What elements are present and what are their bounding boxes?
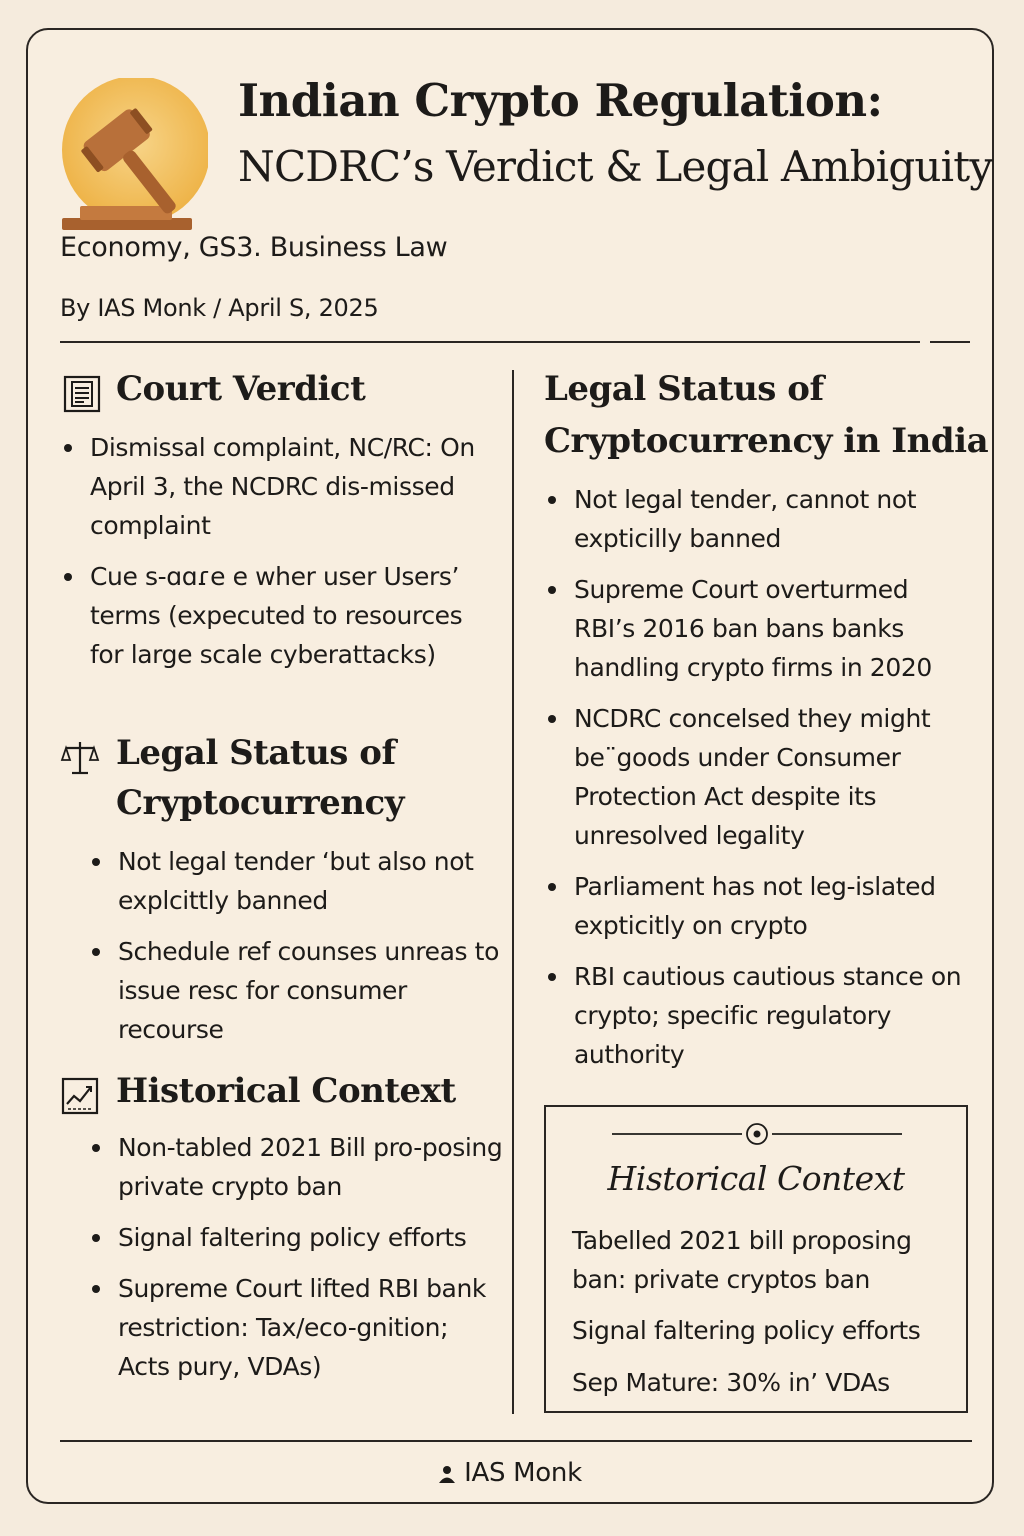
court-verdict-heading: Court Verdict [116,369,366,409]
list-item: Not legal tender, cannot not expticilly banned [544,480,964,558]
list-item: Supreme Court lifted RBI bank restriction: Tax/eco-gnition; Acts pury, VDAs) [88,1269,504,1386]
context-line: Tabelled 2021 bill proposing [572,1226,912,1255]
infographic-card [26,28,994,1504]
list-item: RBI cautious cautious stance on crypto; specific regulatory authority [544,957,964,1074]
list-item: Parliament has not leg-islated expticitly on crypto [544,867,964,945]
header-divider-end [930,341,970,343]
context-line: Sep Mature: 30% in’ VDAs [572,1368,890,1397]
historical-context-list [88,1128,504,1398]
context-line: Signal faltering policy efforts [572,1316,921,1345]
document-icon [62,374,102,414]
list-item: Supreme Court overturmed RBI’s 2016 ban bans banks handling crypto firms in 2020 [544,570,964,687]
list-item: Not legal tender ‘but also not explcittly banned [88,842,500,920]
header-divider [60,341,920,343]
legal-status-india-heading-line1: Legal Status of [544,369,824,409]
list-item: Signal faltering policy efforts [88,1218,504,1257]
page-title: Indian Crypto Regulation: [238,74,883,127]
legal-status-heading-line2: Cryptocurrency [116,783,404,823]
list-item: NCDRC concelsed they might be¨goods under Consumer Protection Act despite its unresolved legality [544,699,964,855]
chart-icon [60,1076,100,1116]
footer-divider [60,1440,972,1442]
person-icon [438,1464,456,1484]
page-subtitle: NCDRC’s Verdict & Legal Ambiguity [238,142,993,191]
context-box-title: Historical Context [607,1159,905,1198]
column-divider [512,370,514,1414]
footer [28,1458,992,1488]
list-item: Cue s-ɑɑɾe e wher user Users’ terms (expecuted to resources for large scale cyberattacks) [60,557,500,674]
byline: By IAS Monk / April S, 2025 [60,294,379,322]
historical-context-box [544,1105,968,1413]
list-item: Non-tabled 2021 Bill pro-posing private crypto ban [88,1128,504,1206]
context-line: ban: private cryptos ban [572,1265,870,1294]
legal-status-list [88,842,500,1061]
historical-context-heading: Historical Context [116,1071,456,1111]
court-verdict-list [60,428,500,686]
legal-status-india-list [544,480,964,1086]
category-label: Economy, GS3. Business Law [60,232,448,263]
list-item: Dismissal complaint, NC/RC: On April 3, the NCDRC dis-missed complaint [60,428,500,545]
footer-text: IAS Monk [464,1458,582,1488]
legal-status-india-heading-line2: Cryptocurrency in India [544,421,989,461]
gavel-icon [58,78,208,238]
ornament-divider-icon [612,1121,902,1147]
scales-icon [60,738,100,778]
legal-status-heading-line1: Legal Status of [116,733,396,773]
list-item: Schedule ref counses unreas to issue resc for consumer recourse [88,932,500,1049]
